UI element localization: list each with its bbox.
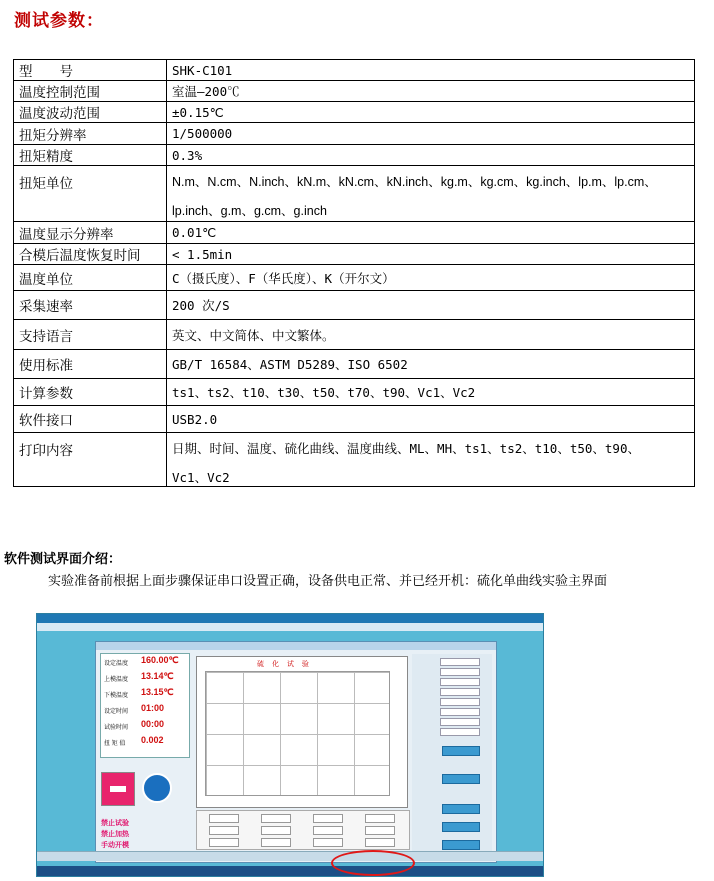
result-field[interactable] [313,826,343,835]
param-value: 1/500000 [167,123,695,145]
param-row [14,433,695,487]
app-titlebar [37,614,543,623]
readout-label: 扭 矩 值 [104,741,126,747]
info-input[interactable] [440,698,480,706]
readout-value: 00:00 [141,719,165,729]
info-panel [412,654,492,854]
param-value [167,433,695,487]
mold-icon[interactable] [101,772,135,806]
result-field[interactable] [365,814,395,823]
software-screenshot [36,613,544,877]
readout-value: 13.15℃ [141,687,174,697]
info-button[interactable] [442,822,480,832]
param-key: 扭矩分辨率 [14,123,167,145]
param-row [14,291,695,320]
param-row [14,123,695,145]
result-field[interactable] [313,838,343,847]
param-key: 支持语言 [14,320,167,350]
param-value: USB2.0 [167,406,695,433]
param-row [14,81,695,102]
param-value-line: N.m、N.cm、N.inch、kN.m、kN.cm、kN.inch、kg.m、kg.cm、kg.inch、lp.m、lp.cm、 [172,175,657,189]
app-menubar [37,623,543,631]
readout-value: 01:00 [141,703,165,713]
info-button[interactable] [442,746,480,756]
param-row [14,60,695,81]
control-disable-heat[interactable]: 禁止加热 [101,831,129,838]
readout-value: 13.14℃ [141,671,174,681]
param-row [14,222,695,244]
info-input[interactable] [440,678,480,686]
test-window [95,641,497,863]
param-row [14,244,695,265]
info-input[interactable] [440,688,480,696]
window-titlebar [96,642,496,650]
param-value: 0.01℃ [167,222,695,244]
result-field[interactable] [365,826,395,835]
param-row [14,145,695,166]
param-row [14,320,695,350]
param-key: 温度波动范围 [14,102,167,123]
param-row [14,379,695,406]
param-row [14,265,695,291]
status-bar [37,851,543,861]
control-disable-test[interactable]: 禁止试验 [101,820,129,827]
param-key: 温度单位 [14,265,167,291]
param-key: 合模后温度恢复时间 [14,244,167,265]
param-value [167,166,695,222]
param-key: 温度控制范围 [14,81,167,102]
taskbar [37,866,543,876]
control-manual-open[interactable]: 手动开模 [101,842,129,849]
readout-panel [100,653,190,758]
readout-label: 试验时间 [104,725,129,731]
rotate-icon[interactable] [142,773,172,803]
param-value: C（摄氏度）、F（华氏度）、K（开尔文） [167,265,695,291]
result-field[interactable] [365,838,395,847]
page-heading: 测试参数： [14,11,104,31]
info-input[interactable] [440,718,480,726]
plot-grid [205,671,390,796]
result-field[interactable] [313,814,343,823]
result-field[interactable] [261,826,291,835]
param-row [14,350,695,379]
param-key: 使用标准 [14,350,167,379]
param-key: 打印内容 [14,433,167,487]
readout-label: 下模温度 [104,693,129,699]
result-field[interactable] [261,838,291,847]
plot-title: 硫 化 试 验 [257,661,312,668]
param-key: 型 号 [14,60,167,81]
section-description: 实验准备前根据上面步骤保证串口设置正确，设备供电正常、并已经开机：硫化单曲线实验主界面 [48,574,608,589]
readout-label: 设定温度 [104,661,129,667]
highlight-oval [331,850,415,876]
param-value: GB/T 16584、ASTM D5289、ISO 6502 [167,350,695,379]
readout-label: 设定时间 [104,709,129,715]
section-title: 软件测试界面介绍： [4,552,122,567]
param-key: 计算参数 [14,379,167,406]
param-value: 0.3% [167,145,695,166]
param-key: 扭矩精度 [14,145,167,166]
result-field[interactable] [261,814,291,823]
param-key: 温度显示分辨率 [14,222,167,244]
info-input[interactable] [440,708,480,716]
param-row [14,406,695,433]
results-panel [196,810,410,850]
param-value: 200 次/S [167,291,695,320]
params-table [13,59,695,487]
readout-value: 0.002 [141,735,164,745]
param-value-line: lp.inch、g.m、g.cm、g.inch [172,204,327,218]
info-input[interactable] [440,668,480,676]
info-input[interactable] [440,658,480,666]
param-value: 室温—200℃ [167,81,695,102]
readout-value: 160.00℃ [141,655,179,665]
info-input[interactable] [440,728,480,736]
param-value: 英文、中文简体、中文繁体。 [167,320,695,350]
result-field[interactable] [209,826,239,835]
param-value-line: Vc1、Vc2 [172,470,230,485]
param-row [14,102,695,123]
param-key: 扭矩单位 [14,166,167,222]
param-row [14,166,695,222]
param-value: ts1、ts2、t10、t30、t50、t70、t90、Vc1、Vc2 [167,379,695,406]
param-value: SHK-C101 [167,60,695,81]
param-key: 采集速率 [14,291,167,320]
info-button[interactable] [442,804,480,814]
param-value: ±0.15℃ [167,102,695,123]
readout-label: 上模温度 [104,677,129,683]
param-key: 软件接口 [14,406,167,433]
cure-plot [196,656,408,808]
info-button[interactable] [442,774,480,784]
result-field[interactable] [209,838,239,847]
info-button[interactable] [442,840,480,850]
param-value-line: 日期、时间、温度、硫化曲线、温度曲线、ML、MH、ts1、ts2、t10、t50、t90、 [172,441,640,456]
result-field[interactable] [209,814,239,823]
param-value: < 1.5min [167,244,695,265]
